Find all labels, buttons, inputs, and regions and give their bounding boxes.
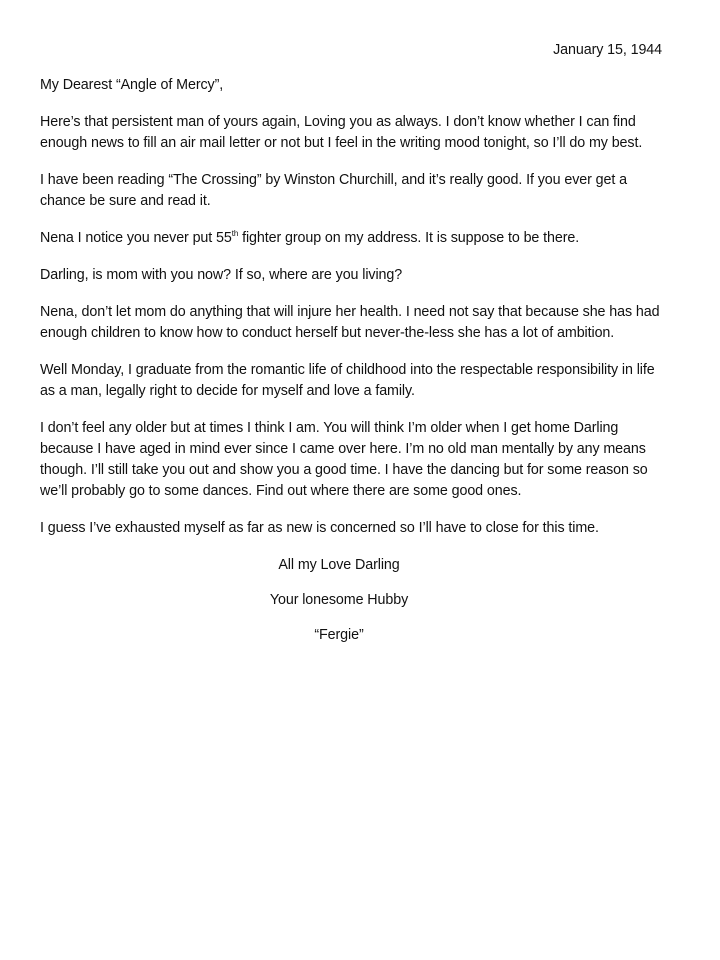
- address-text-before: Nena I notice you never put 55: [40, 230, 232, 246]
- paragraph-intro: Here’s that persistent man of yours again, Loving you as always. I don’t know whether I can find enough news to fill an air mail letter or not but I feel in the writing mood tonight, so I’ll do my best.: [40, 114, 643, 151]
- paragraph-mom-health: Nena, don’t let mom do anything that will injure her health. I need not say that because she has had enough children to know how to conduct herself but never-the-less she has a lot of ambition.: [40, 304, 660, 341]
- address-text-after: fighter group on my address. It is suppose to be there.: [238, 230, 580, 246]
- closing-hubby: Your lonesome Hubby: [269, 592, 409, 608]
- paragraph-mom-question: Darling, is mom with you now? If so, where are you living?: [40, 267, 403, 283]
- paragraph-address: [40, 228, 662, 249]
- paragraph-reading: I have been reading “The Crossing” by Winston Churchill, and it’s really good. If you ever get a chance be sure and read it.: [40, 172, 627, 209]
- address-superscript: th: [231, 229, 239, 238]
- letter-date: January 15, 1944: [553, 42, 662, 58]
- paragraph-close: I guess I’ve exhausted myself as far as new is concerned so I’ll have to close for this time.: [40, 520, 599, 536]
- salutation: My Dearest “Angle of Mercy”,: [40, 77, 224, 93]
- paragraph-older: I don’t feel any older but at times I think I am. You will think I’m older when I get home Darling because I have aged in mind ever since I came over here. I’m no old man mentally by any means though. I’ll still take you out and show you a good time. I have the dancing but for some reason so we’ll probably go to some dances. Find out where there are some good ones.: [40, 420, 648, 499]
- paragraph-monday: Well Monday, I graduate from the romantic life of childhood into the respectable responsibility in life as a man, legally right to decide for myself and love a family.: [40, 362, 655, 399]
- signature-name: “Fergie”: [314, 627, 364, 643]
- closing-love: All my Love Darling: [278, 557, 400, 573]
